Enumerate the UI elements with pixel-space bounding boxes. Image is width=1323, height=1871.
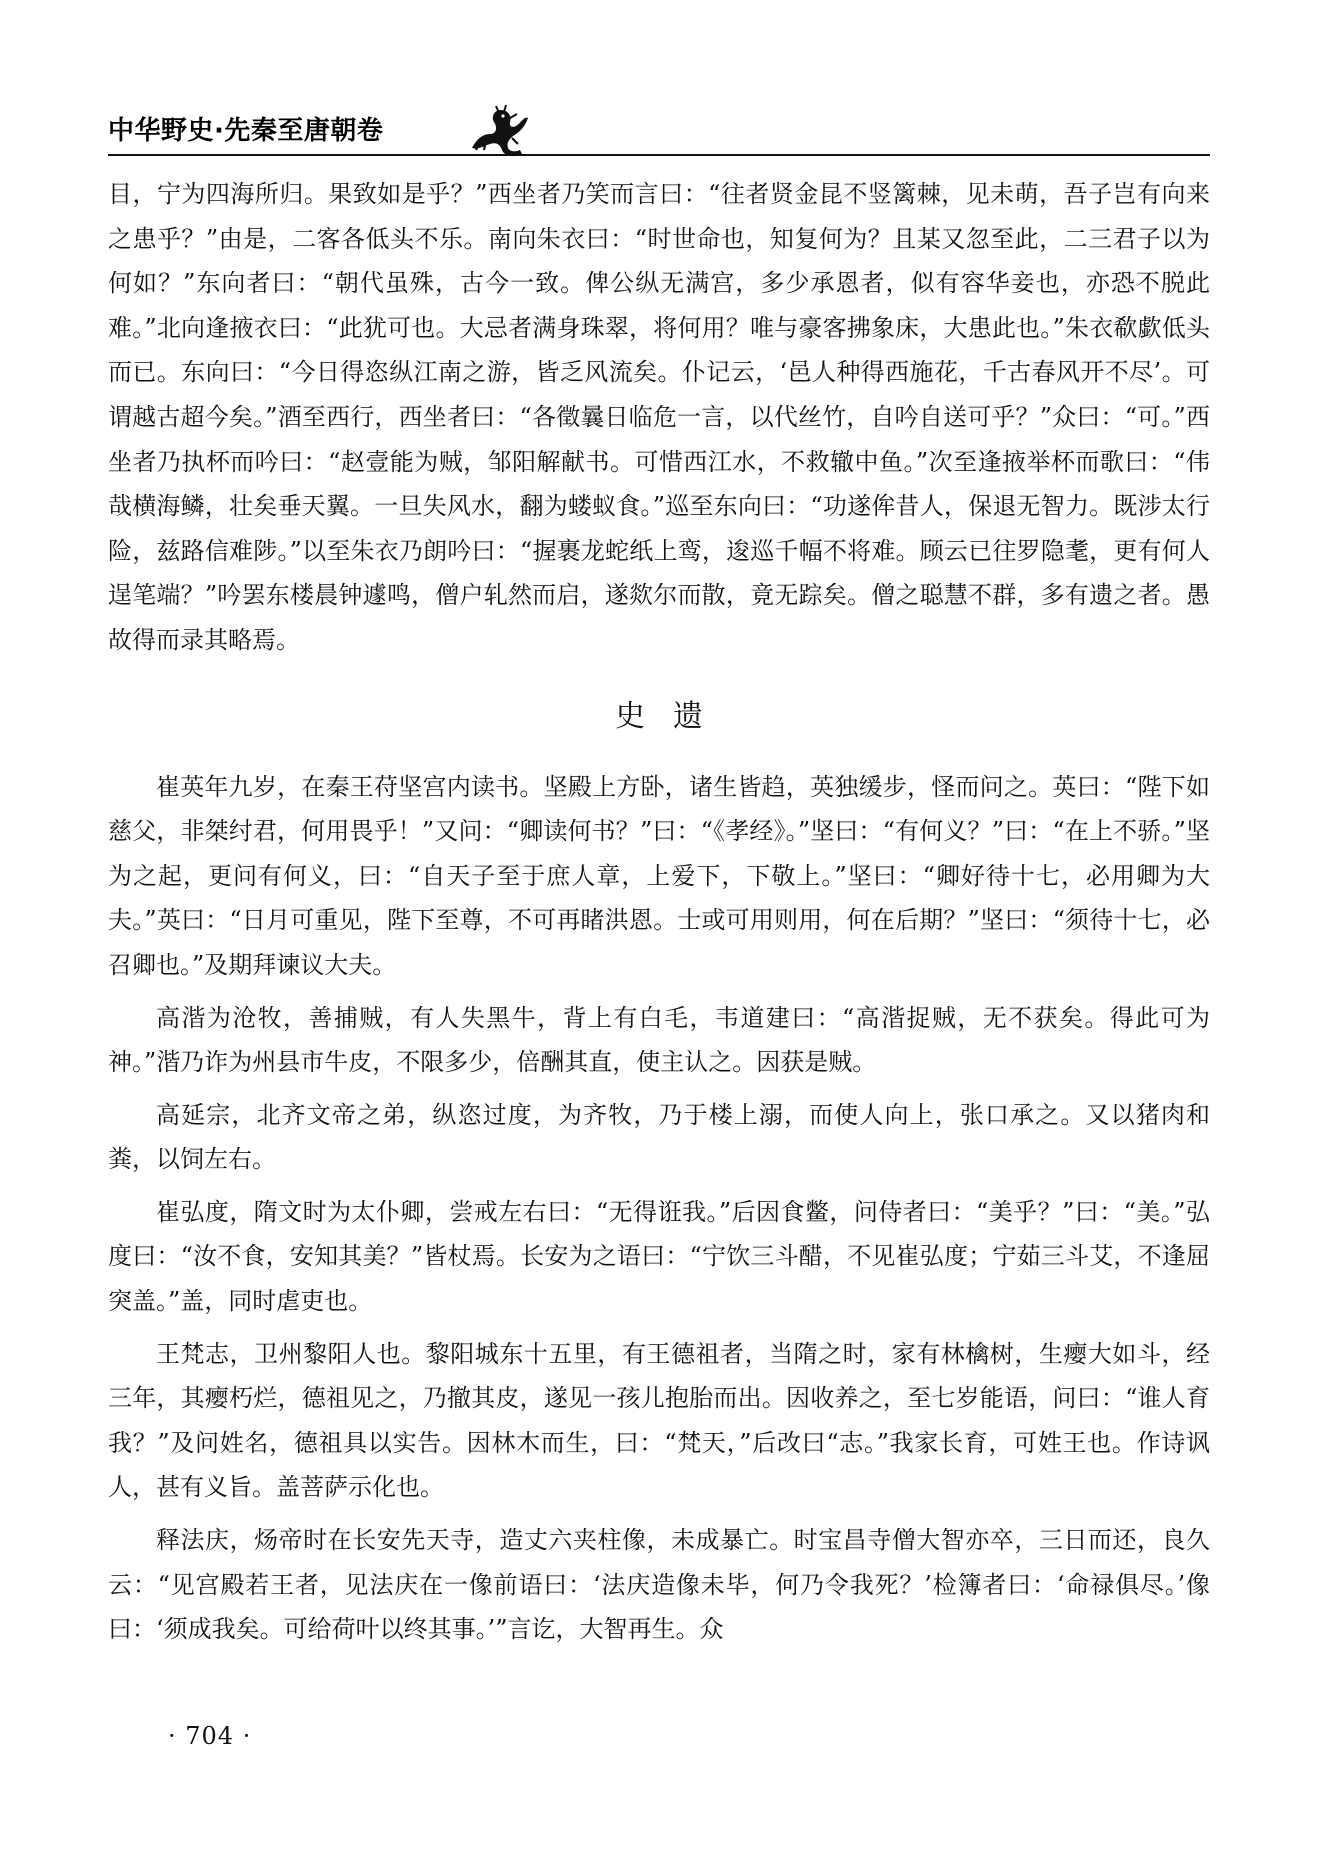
paragraph-cui-ying: 崔英年九岁，在秦王苻坚宫内读书。坚殿上方卧，诸生皆趋，英独缓步，怪而问之。英曰：“陛下如慈父，非桀纣君，何用畏乎！”又问：“卿读何书？”曰：“《孝经》。”坚曰：“有何义？”曰：“在上不骄。”坚为之起，更问有何义，曰：“自天子至于庶人章，上爱下，下敬上。”坚曰：“卿好待十七，必用卿为大夫。”英曰：“日月可重见，陛下至尊，不可再睹洪恩。士或可用则用，何在后期？”坚曰：“须待十七，必召卿也。”及期拜谏议大夫。 bbox=[108, 772, 1210, 979]
page-number: · 704 · bbox=[168, 1722, 252, 1750]
continuation-paragraph: 目，宁为四海所归。果致如是乎？”西坐者乃笑而言曰：“往者贤金昆不竖篱棘，见未萌，吾子岂有向来之患乎？”由是，二客各低头不乐。南向朱衣曰：“时世命也，知复何为？且某又忽至此，二三君子以为何如？”东向者曰：“朝代虽殊，古今一致。俾公纵无满宫，多少承恩者，似有容华妾也，亦恐不脱此难。”北向逢掖衣曰：“此犹可也。大忌者满身珠翠，将何用？唯与豪客拂象床，大患此也。”朱衣欷歔低头而已。东向曰：“今日得恣纵江南之游，皆乏风流矣。仆记云，‘邑人种得西施花，千古春风开不尽’。可谓越古超今矣。”酒至西行，西坐者曰：“各徵曩日临危一言，以代丝竹，自吟自送可乎？”众曰：“可。”西坐者乃执杯而吟曰：“赵壹能为贼，邹阳解献书。可惜西江水，不救辙中鱼。”次至逢掖举杯而歌曰：“伟哉横海鳞，壮矣垂天翼。一旦失风水，翻为蝼蚁食。”巡至东向曰：“功遂侔昔人，保退无智力。既涉太行险，兹路信难陟。”以至朱衣乃朗吟曰：“握裹龙蛇纸上鸾，逡巡千幅不将难。顾云已往罗隐耄，更有何人逞笔端？”吟罢东楼晨钟遽鸣，僧户轧然而启，遂欻尔而散，竟无踪矣。僧之聪慧不群，多有遗之者。愚故得而录其略焉。 bbox=[108, 180, 1210, 654]
header-rule bbox=[108, 154, 1210, 156]
section-heading: 史遗 bbox=[615, 698, 731, 734]
paragraph-gao-yanzong: 高延宗，北齐文帝之弟，纵恣过度，为齐牧，乃于楼上溺，而使人向上，张口承之。又以猪肉和粪，以饲左右。 bbox=[108, 1100, 1210, 1174]
book-title: 中华野史·先秦至唐朝卷 bbox=[108, 116, 384, 146]
running-header bbox=[108, 104, 1210, 164]
body-text bbox=[108, 172, 1210, 1660]
dragon-icon bbox=[466, 104, 532, 158]
paragraph-wang-fanzhi: 王梵志，卫州黎阳人也。黎阳城东十五里，有王德祖者，当隋之时，家有林檎树，生瘿大如斗，经三年，其瘿朽烂，德祖见之，乃撤其皮，遂见一孩儿抱胎而出。因收养之，至七岁能语，问曰：“谁人育我？”及问姓名，德祖具以实告。因林木而生，曰：“梵天，”后改曰“志。”我家长育，可姓王也。作诗讽人，甚有义旨。盖菩萨示化也。 bbox=[108, 1339, 1210, 1502]
paragraph-shi-faqing: 释法庆，炀帝时在长安先天寺，造丈六夹柱像，未成暴亡。时宝昌寺僧大智亦卒，三日而还，良久云：“见宫殿若王者，见法庆在一像前语曰：‘法庆造像未毕，何乃令我死？’检簿者曰：‘命禄俱尽。’像曰：‘须成我矣。可给荷叶以终其事。’”言讫，大智再生。众 bbox=[108, 1526, 1210, 1644]
paragraph-cui-hongdu: 崔弘度，隋文时为太仆卿，尝戒左右曰：“无得诳我。”后因食鳖，问侍者曰：“美乎？”曰：“美。”弘度曰：“汝不食，安知其美？”皆杖焉。长安为之语曰：“宁饮三斗醋，不见崔弘度；宁茹三斗艾，不逢屈突盖。”盖，同时虐吏也。 bbox=[108, 1197, 1210, 1316]
paragraph-gao-jie: 高湝为沧牧，善捕贼，有人失黑牛，背上有白毛，韦道建曰：“高湝捉贼，无不获矣。得此可为神。”湝乃诈为州县市牛皮，不限多少，倍酬其直，使主认之。因获是贼。 bbox=[108, 1003, 1210, 1077]
